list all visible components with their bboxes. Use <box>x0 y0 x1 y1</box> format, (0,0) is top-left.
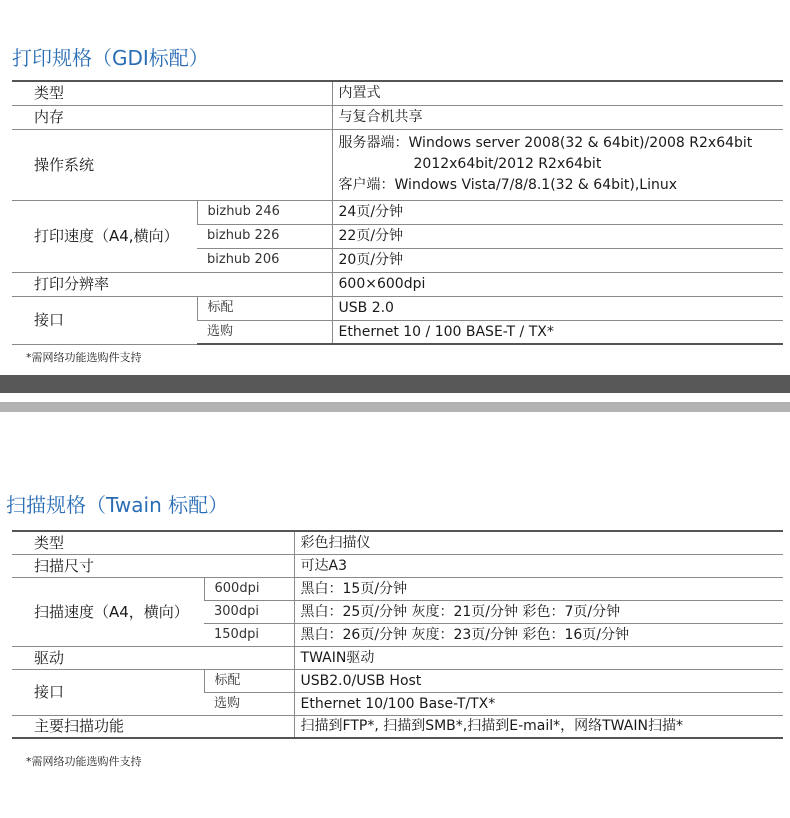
driver-value: TWAIN驱动 <box>294 646 783 669</box>
table-row <box>12 715 783 738</box>
os-server: 服务器端：Windows server 2008(32 & 64bit)/2008 R2x64bit <box>338 135 753 151</box>
print-spec-title: 打印规格（GDI标配） <box>12 46 209 70</box>
scan-speed-value: 黑白：25页/分钟 灰度：21页/分钟 彩色：7页/分钟 <box>294 600 783 623</box>
type-label: 类型 <box>12 531 294 554</box>
size-label: 扫描尺寸 <box>12 554 294 577</box>
scan-spec-title: 扫描规格（Twain 标配） <box>6 493 229 517</box>
table-row <box>12 577 783 600</box>
table-row <box>12 646 783 669</box>
table-row <box>12 105 783 129</box>
table-row <box>12 200 783 224</box>
interface-value: Ethernet 10/100 Base-T/TX* <box>294 692 783 715</box>
table-row <box>12 669 783 692</box>
model-name: bizhub 226 <box>197 224 332 248</box>
interface-kind: 标配 <box>197 296 332 320</box>
table-row <box>12 81 783 105</box>
divider-band <box>0 402 790 412</box>
interface-kind: 标配 <box>204 669 294 692</box>
type-label: 类型 <box>12 81 332 105</box>
interface-label: 接口 <box>12 669 204 715</box>
type-value: 彩色扫描仪 <box>294 531 783 554</box>
table-row <box>12 272 783 296</box>
print-footnote: *需网络功能选购件支持 <box>26 351 142 364</box>
os-label: 操作系统 <box>12 129 332 200</box>
resolution-label: 打印分辨率 <box>12 272 332 296</box>
speed-value: 22页/分钟 <box>332 224 783 248</box>
interface-value: USB 2.0 <box>332 296 783 320</box>
interface-label: 接口 <box>12 296 197 344</box>
type-value: 内置式 <box>332 81 783 105</box>
print-spec-table <box>12 80 783 345</box>
size-value: 可达A3 <box>294 554 783 577</box>
scan-spec-table <box>12 530 783 739</box>
interface-kind: 选购 <box>204 692 294 715</box>
model-name: bizhub 206 <box>197 248 332 272</box>
print-speed-label: 打印速度（A4,横向） <box>12 200 197 272</box>
os-value <box>332 129 783 200</box>
function-label: 主要扫描功能 <box>12 715 294 738</box>
scan-footnote: *需网络功能选购件支持 <box>26 755 142 768</box>
divider-band <box>0 375 790 393</box>
resolution-value: 600×600dpi <box>332 272 783 296</box>
table-row <box>12 531 783 554</box>
table-row <box>12 296 783 320</box>
interface-kind: 选购 <box>197 320 332 344</box>
interface-value: Ethernet 10 / 100 BASE-T / TX* <box>332 320 783 344</box>
scan-speed-label: 扫描速度（A4，横向） <box>12 577 204 646</box>
speed-value: 20页/分钟 <box>332 248 783 272</box>
function-value: 扫描到FTP*, 扫描到SMB*,扫描到E-mail*，网络TWAIN扫描* <box>294 715 783 738</box>
table-row <box>12 554 783 577</box>
scan-speed-value: 黑白：15页/分钟 <box>294 577 783 600</box>
model-name: bizhub 246 <box>197 200 332 224</box>
table-row <box>12 129 783 200</box>
dpi-label: 600dpi <box>204 577 294 600</box>
dpi-label: 300dpi <box>204 600 294 623</box>
memory-label: 内存 <box>12 105 332 129</box>
os-server-cont: 2012x64bit/2012 R2x64bit <box>413 156 602 172</box>
speed-value: 24页/分钟 <box>332 200 783 224</box>
scan-speed-value: 黑白：26页/分钟 灰度：23页/分钟 彩色：16页/分钟 <box>294 623 783 646</box>
memory-value: 与复合机共享 <box>332 105 783 129</box>
driver-label: 驱动 <box>12 646 294 669</box>
interface-value: USB2.0/USB Host <box>294 669 783 692</box>
dpi-label: 150dpi <box>204 623 294 646</box>
os-client: 客户端：Windows Vista/7/8/8.1(32 & 64bit),Linux <box>338 177 678 193</box>
